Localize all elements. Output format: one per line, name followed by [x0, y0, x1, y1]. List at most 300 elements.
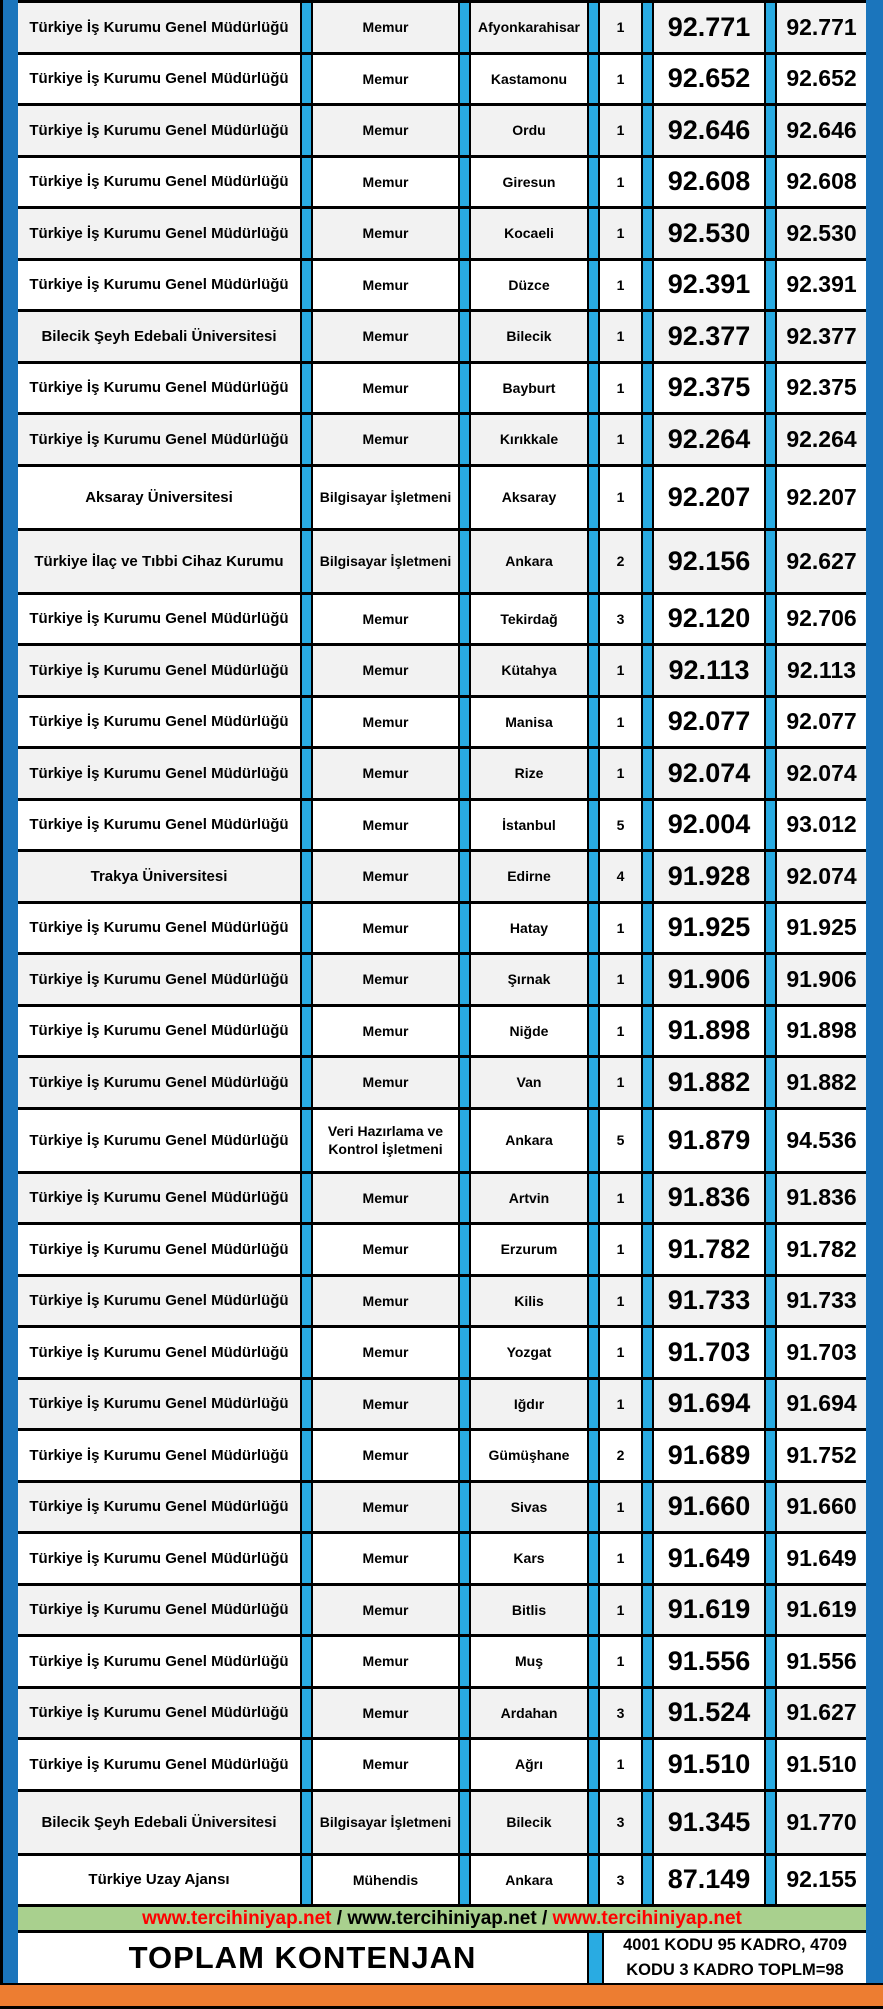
position-cell: Memur — [362, 971, 409, 988]
score1-cell: 91.782 — [667, 1233, 751, 1264]
column-separator — [764, 904, 777, 953]
position-cell: Memur — [362, 1344, 409, 1361]
count-cell: 3 — [616, 610, 625, 627]
score2-cell: 92.377 — [786, 322, 857, 349]
column-separator — [587, 531, 600, 592]
count-cell: 1 — [616, 173, 625, 190]
table-row — [18, 1856, 866, 1908]
column-separator — [641, 1110, 654, 1171]
column-separator — [458, 955, 471, 1004]
score1-cell: 92.074 — [667, 757, 751, 788]
table-row — [18, 1637, 866, 1689]
position-cell: Memur — [362, 765, 409, 782]
city-cell: Ardahan — [500, 1704, 558, 1721]
column-separator — [587, 1110, 600, 1171]
column-separator — [458, 1380, 471, 1429]
institution-cell: Türkiye İş Kurumu Genel Müdürlüğü — [29, 18, 289, 36]
column-separator — [458, 364, 471, 413]
position-cell: Memur — [362, 1653, 409, 1670]
column-separator — [587, 1277, 600, 1326]
position-cell: Memur — [362, 1601, 409, 1618]
column-separator — [587, 3, 600, 52]
table-row — [18, 1328, 866, 1380]
column-separator — [300, 467, 313, 528]
column-separator — [764, 595, 777, 644]
city-cell: Kırıkkale — [499, 431, 559, 448]
column-separator — [641, 1586, 654, 1635]
table-row — [18, 1534, 866, 1586]
count-cell: 3 — [616, 1814, 625, 1830]
column-separator — [764, 955, 777, 1004]
column-separator — [300, 1856, 313, 1905]
count-cell: 4 — [616, 868, 625, 885]
column-separator — [458, 801, 471, 850]
city-cell: Kocaeli — [504, 225, 554, 242]
score2-cell: 91.627 — [786, 1699, 857, 1726]
column-separator — [587, 364, 600, 413]
position-cell: Memur — [362, 431, 409, 448]
position-cell: Memur — [362, 1074, 409, 1091]
position-cell: Memur — [362, 662, 409, 679]
count-cell: 1 — [616, 1756, 625, 1773]
column-separator — [300, 852, 313, 901]
institution-cell: Türkiye İş Kurumu Genel Müdürlüğü — [29, 816, 289, 834]
column-separator — [587, 1431, 600, 1480]
count-cell: 5 — [616, 816, 625, 833]
institution-cell: Türkiye İş Kurumu Genel Müdürlüğü — [29, 1189, 289, 1207]
column-separator — [300, 1328, 313, 1377]
position-cell: Memur — [362, 276, 409, 293]
column-separator — [300, 1740, 313, 1789]
position-cell: Memur — [362, 1447, 409, 1464]
city-cell: Niğde — [509, 1022, 549, 1039]
column-separator — [587, 158, 600, 207]
column-separator — [764, 364, 777, 413]
city-cell: İstanbul — [502, 816, 556, 833]
score1-cell: 91.694 — [667, 1388, 751, 1419]
score1-cell: 92.207 — [667, 481, 751, 512]
table-row — [18, 1277, 866, 1329]
institution-cell: Türkiye İş Kurumu Genel Müdürlüğü — [29, 224, 289, 242]
column-separator — [458, 1174, 471, 1223]
institution-cell: Türkiye İş Kurumu Genel Müdürlüğü — [29, 1755, 289, 1773]
column-separator — [587, 312, 600, 361]
table-row — [18, 646, 866, 698]
institution-cell: Türkiye İş Kurumu Genel Müdürlüğü — [29, 610, 289, 628]
score1-cell: 91.660 — [667, 1491, 751, 1522]
website-url-text: / — [536, 1907, 553, 1929]
column-separator — [300, 1637, 313, 1686]
city-cell: Aksaray — [501, 489, 557, 505]
score1-cell: 92.120 — [667, 603, 751, 634]
institution-cell: Türkiye İş Kurumu Genel Müdürlüğü — [29, 1240, 289, 1258]
column-separator — [587, 1933, 604, 1983]
column-separator — [587, 55, 600, 104]
column-separator — [587, 955, 600, 1004]
position-cell: Memur — [362, 816, 409, 833]
city-cell: Tekirdağ — [500, 610, 558, 627]
column-separator — [641, 801, 654, 850]
score2-cell: 91.925 — [786, 914, 857, 941]
column-separator — [300, 646, 313, 695]
table-row — [18, 1689, 866, 1741]
column-separator — [641, 55, 654, 104]
institution-cell: Türkiye İş Kurumu Genel Müdürlüğü — [29, 173, 289, 191]
score1-cell: 92.391 — [667, 269, 751, 300]
column-separator — [641, 1174, 654, 1223]
city-cell: Düzce — [508, 276, 550, 293]
score2-cell: 94.536 — [786, 1126, 857, 1153]
column-separator — [587, 467, 600, 528]
count-cell: 1 — [616, 276, 625, 293]
column-separator — [641, 158, 654, 207]
score1-cell: 91.345 — [667, 1806, 751, 1837]
column-separator — [641, 698, 654, 747]
institution-cell: Türkiye İş Kurumu Genel Müdürlüğü — [29, 661, 289, 679]
institution-cell: Türkiye İş Kurumu Genel Müdürlüğü — [29, 713, 289, 731]
score1-cell: 92.608 — [667, 166, 751, 197]
column-separator — [641, 852, 654, 901]
position-cell: Memur — [362, 1704, 409, 1721]
column-separator — [458, 415, 471, 464]
table-row — [18, 749, 866, 801]
position-cell: Memur — [362, 122, 409, 139]
column-separator — [587, 852, 600, 901]
column-separator — [641, 955, 654, 1004]
count-cell: 5 — [616, 1132, 625, 1148]
right-blue-band — [866, 0, 883, 1983]
column-separator — [764, 1792, 777, 1853]
column-separator — [764, 1174, 777, 1223]
column-separator — [458, 1110, 471, 1171]
column-separator — [641, 531, 654, 592]
total-note — [604, 1933, 866, 1983]
table-row — [18, 1792, 866, 1856]
position-cell: Memur — [362, 610, 409, 627]
score2-cell: 92.264 — [786, 425, 857, 452]
institution-cell: Türkiye İş Kurumu Genel Müdürlüğü — [29, 1343, 289, 1361]
column-separator — [587, 1534, 600, 1583]
score2-cell: 92.646 — [786, 116, 857, 143]
table-row — [18, 1110, 866, 1174]
position-cell: Mühendis — [352, 1871, 419, 1888]
score2-cell: 91.694 — [786, 1390, 857, 1417]
score2-cell: 91.619 — [786, 1596, 857, 1623]
score2-cell: 91.782 — [786, 1235, 857, 1262]
score2-cell: 92.074 — [786, 759, 857, 786]
table-row — [18, 1380, 866, 1432]
column-separator — [641, 1277, 654, 1326]
column-separator — [458, 55, 471, 104]
score1-cell: 91.882 — [667, 1066, 751, 1097]
position-cell: Memur — [362, 379, 409, 396]
count-cell: 1 — [616, 70, 625, 87]
column-separator — [641, 1225, 654, 1274]
column-separator — [587, 1637, 600, 1686]
position-cell: Memur — [362, 173, 409, 190]
column-separator — [587, 1225, 600, 1274]
total-note-line2: KODU 3 KADRO TOPLM=98 — [626, 1961, 844, 1979]
city-cell: Bilecik — [506, 1814, 552, 1830]
column-separator — [300, 1110, 313, 1171]
score1-cell: 91.898 — [667, 1015, 751, 1046]
column-separator — [641, 1380, 654, 1429]
column-separator — [587, 1007, 600, 1056]
count-cell: 3 — [616, 1704, 625, 1721]
institution-cell: Türkiye İş Kurumu Genel Müdürlüğü — [29, 1704, 289, 1722]
table-row — [18, 531, 866, 595]
score2-cell: 91.882 — [786, 1068, 857, 1095]
column-separator — [641, 1856, 654, 1905]
city-cell: Manisa — [505, 713, 553, 730]
institution-cell: Bilecik Şeyh Edebali Üniversitesi — [41, 1813, 277, 1831]
institution-cell: Türkiye İş Kurumu Genel Müdürlüğü — [29, 379, 289, 397]
count-cell: 1 — [616, 1022, 625, 1039]
column-separator — [458, 1277, 471, 1326]
city-cell: Afyonkarahisar — [478, 19, 580, 36]
score1-cell: 92.377 — [667, 320, 751, 351]
city-cell: Muş — [515, 1653, 543, 1670]
score1-cell: 91.703 — [667, 1336, 751, 1367]
column-separator — [641, 1740, 654, 1789]
count-cell: 1 — [616, 328, 625, 345]
score2-cell: 92.155 — [786, 1866, 857, 1893]
score1-cell: 91.556 — [667, 1645, 751, 1676]
column-separator — [641, 1328, 654, 1377]
column-separator — [587, 1792, 600, 1853]
column-separator — [458, 1007, 471, 1056]
column-separator — [587, 1328, 600, 1377]
city-cell: Sivas — [510, 1498, 548, 1515]
table-row — [18, 312, 866, 364]
column-separator — [458, 1586, 471, 1635]
institution-cell: Trakya Üniversitesi — [90, 867, 228, 885]
score1-cell: 92.113 — [668, 654, 750, 685]
score2-cell: 91.733 — [786, 1287, 857, 1314]
count-cell: 1 — [616, 489, 625, 505]
table-row — [18, 55, 866, 107]
column-separator — [300, 3, 313, 52]
column-separator — [300, 1689, 313, 1738]
column-separator — [458, 595, 471, 644]
column-separator — [641, 415, 654, 464]
column-separator — [764, 1637, 777, 1686]
score1-cell: 91.649 — [667, 1542, 751, 1573]
column-separator — [641, 209, 654, 258]
table-row — [18, 1007, 866, 1059]
city-cell: Iğdır — [513, 1395, 545, 1412]
count-cell: 1 — [616, 379, 625, 396]
left-blue-band — [3, 0, 18, 1983]
table-row — [18, 209, 866, 261]
score1-cell: 92.530 — [667, 217, 751, 248]
column-separator — [300, 1380, 313, 1429]
position-cell: Memur — [362, 868, 409, 885]
city-cell: Bitlis — [511, 1601, 547, 1618]
position-cell: Memur — [362, 1189, 409, 1206]
column-separator — [458, 852, 471, 901]
column-separator — [458, 1431, 471, 1480]
score2-cell: 91.836 — [786, 1184, 857, 1211]
score2-cell: 92.077 — [786, 708, 857, 735]
position-cell: Memur — [362, 919, 409, 936]
column-separator — [587, 595, 600, 644]
score1-cell: 91.619 — [667, 1594, 751, 1625]
column-separator — [300, 209, 313, 258]
column-separator — [764, 1277, 777, 1326]
count-cell: 1 — [616, 1074, 625, 1091]
bottom-orange-bar — [0, 1983, 883, 2006]
website-url-text: www.tercihiniyap.net — [142, 1907, 332, 1929]
score2-cell: 92.113 — [786, 656, 857, 683]
institution-cell: Türkiye İş Kurumu Genel Müdürlüğü — [29, 1549, 289, 1567]
score1-cell: 92.771 — [667, 11, 751, 42]
position-cell: Memur — [362, 1022, 409, 1039]
institution-cell: Türkiye İş Kurumu Genel Müdürlüğü — [29, 764, 289, 782]
column-separator — [764, 106, 777, 155]
column-separator — [764, 1431, 777, 1480]
column-separator — [587, 698, 600, 747]
city-cell: Bilecik — [506, 328, 552, 345]
count-cell: 1 — [616, 919, 625, 936]
column-separator — [458, 312, 471, 361]
column-separator — [300, 698, 313, 747]
column-separator — [641, 1431, 654, 1480]
count-cell: 2 — [616, 1447, 625, 1464]
count-cell: 1 — [616, 1653, 625, 1670]
position-cell: Bilgisayar İşletmeni — [319, 488, 452, 505]
column-separator — [764, 261, 777, 310]
score2-cell: 92.074 — [786, 862, 857, 889]
column-separator — [764, 312, 777, 361]
score-table-body — [18, 0, 866, 1983]
column-separator — [458, 749, 471, 798]
column-separator — [458, 158, 471, 207]
column-separator — [764, 646, 777, 695]
column-separator — [300, 55, 313, 104]
column-separator — [764, 1483, 777, 1532]
table-row — [18, 1431, 866, 1483]
city-cell: Kars — [513, 1550, 545, 1567]
institution-cell: Türkiye İş Kurumu Genel Müdürlüğü — [29, 70, 289, 88]
column-separator — [300, 1174, 313, 1223]
institution-cell: Türkiye İş Kurumu Genel Müdürlüğü — [29, 1292, 289, 1310]
count-cell: 3 — [616, 1871, 625, 1888]
column-separator — [458, 698, 471, 747]
score1-cell: 87.149 — [667, 1864, 751, 1895]
column-separator — [458, 1328, 471, 1377]
column-separator — [300, 312, 313, 361]
score1-cell: 92.375 — [667, 372, 751, 403]
column-separator — [641, 3, 654, 52]
position-cell: Memur — [362, 1241, 409, 1258]
column-separator — [458, 904, 471, 953]
total-row — [18, 1933, 866, 1983]
score1-cell: 91.925 — [667, 912, 751, 943]
institution-cell: Türkiye İş Kurumu Genel Müdürlüğü — [29, 1395, 289, 1413]
position-cell: Veri Hazırlama ve Kontrol İşletmeni — [327, 1122, 444, 1157]
score2-cell: 91.906 — [786, 965, 857, 992]
column-separator — [587, 106, 600, 155]
score2-cell: 91.510 — [786, 1750, 857, 1777]
column-separator — [458, 467, 471, 528]
count-cell: 1 — [616, 662, 625, 679]
column-separator — [300, 801, 313, 850]
position-cell: Memur — [362, 713, 409, 730]
score1-cell: 91.689 — [667, 1439, 751, 1470]
table-row — [18, 698, 866, 750]
column-separator — [587, 415, 600, 464]
score2-cell: 92.652 — [786, 65, 857, 92]
column-separator — [764, 698, 777, 747]
institution-cell: Türkiye İş Kurumu Genel Müdürlüğü — [29, 430, 289, 448]
score1-cell: 92.004 — [667, 809, 751, 840]
column-separator — [300, 955, 313, 1004]
column-separator — [587, 1856, 600, 1905]
score1-cell: 92.264 — [667, 423, 751, 454]
score2-cell: 91.703 — [786, 1338, 857, 1365]
column-separator — [764, 1328, 777, 1377]
total-note-line1: 4001 KODU 95 KADRO, 4709 — [623, 1936, 847, 1955]
city-cell: Yozgat — [506, 1344, 552, 1361]
column-separator — [764, 3, 777, 52]
count-cell: 1 — [616, 1498, 625, 1515]
column-separator — [458, 1792, 471, 1853]
table-row — [18, 1058, 866, 1110]
column-separator — [458, 209, 471, 258]
city-cell: Erzurum — [500, 1241, 558, 1258]
city-cell: Kilis — [514, 1292, 544, 1309]
column-separator — [587, 1586, 600, 1635]
position-cell: Bilgisayar İşletmeni — [319, 1813, 452, 1830]
score2-cell: 92.530 — [786, 219, 857, 246]
column-separator — [641, 364, 654, 413]
position-cell: Memur — [362, 1395, 409, 1412]
column-separator — [587, 1740, 600, 1789]
column-separator — [458, 1689, 471, 1738]
column-separator — [641, 261, 654, 310]
city-cell: Ordu — [512, 122, 546, 139]
column-separator — [641, 1637, 654, 1686]
table-row — [18, 3, 866, 55]
column-separator — [300, 1225, 313, 1274]
city-cell: Ağrı — [515, 1756, 543, 1773]
column-separator — [300, 1586, 313, 1635]
column-separator — [458, 1058, 471, 1107]
city-cell: Artvin — [508, 1189, 550, 1206]
column-separator — [300, 106, 313, 155]
institution-cell: Türkiye İş Kurumu Genel Müdürlüğü — [29, 1022, 289, 1040]
column-separator — [458, 3, 471, 52]
score2-cell: 92.627 — [786, 547, 857, 574]
column-separator — [458, 646, 471, 695]
city-cell: Kütahya — [501, 662, 557, 679]
score2-cell: 92.608 — [786, 168, 857, 195]
score1-cell: 91.733 — [667, 1285, 751, 1316]
city-cell: Van — [516, 1074, 542, 1091]
institution-cell: Türkiye İş Kurumu Genel Müdürlüğü — [29, 1652, 289, 1670]
position-cell: Memur — [362, 1550, 409, 1567]
column-separator — [764, 209, 777, 258]
column-separator — [641, 1007, 654, 1056]
column-separator — [587, 1483, 600, 1532]
column-separator — [300, 364, 313, 413]
institution-cell: Türkiye İş Kurumu Genel Müdürlüğü — [29, 276, 289, 294]
score2-cell: 91.770 — [786, 1808, 857, 1835]
column-separator — [641, 904, 654, 953]
position-cell: Bilgisayar İşletmeni — [319, 552, 452, 569]
position-cell: Memur — [362, 1756, 409, 1773]
